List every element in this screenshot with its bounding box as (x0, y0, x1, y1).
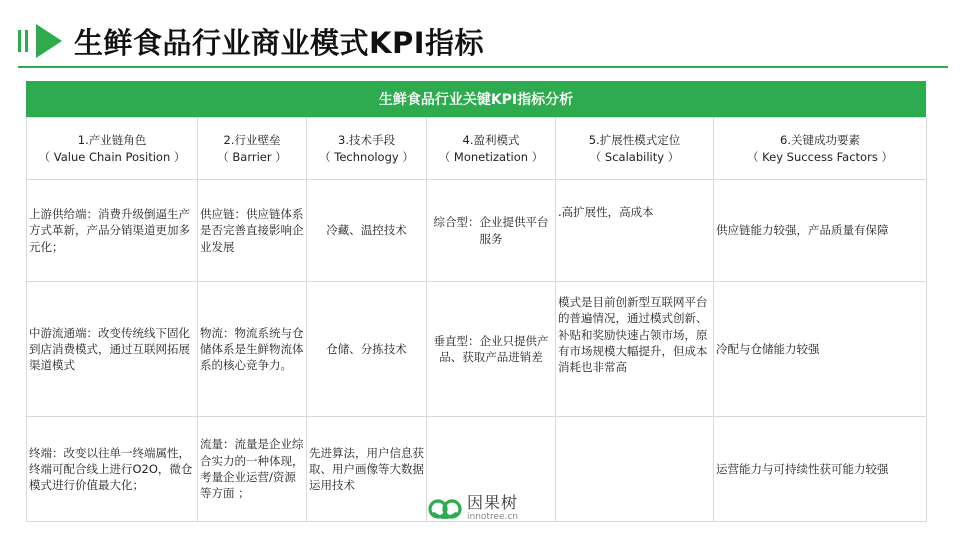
accent-bar (18, 30, 21, 52)
table-cell: 上游供给端：消费升级倒逼生产方式革新，产品分销渠道更加多元化； (27, 180, 198, 282)
column-header: 2.行业壁垒 （ Barrier ） (198, 118, 307, 180)
logo-text (467, 495, 518, 522)
table-cell: 冷配与仓储能力较强 (714, 282, 927, 417)
table-cell: 模式是目前创新型互联网平台的普遍情况，通过模式创新、补贴和奖励快速占领市场，原有市场规模大幅提升，但成本消耗也非常高 (556, 282, 714, 417)
column-header-row (27, 118, 927, 180)
column-header: 1.产业链角色 （ Value Chain Position ） (27, 118, 198, 180)
table-cell: 中游流通端：改变传统线下固化到店消费模式，通过互联网拓展渠道模式 (27, 282, 198, 417)
table-cell: 仓储、分拣技术 (307, 282, 427, 417)
table-header: 生鲜食品行业关键KPI指标分析 (26, 81, 926, 117)
kpi-table-container (26, 81, 926, 522)
table-cell: 供应链：供应链体系是否完善直接影响企业发展 (198, 180, 307, 282)
table-cell: 综合型：企业提供平台服务 (427, 180, 556, 282)
play-triangle-icon (36, 24, 62, 58)
kpi-table (26, 117, 927, 522)
table-cell: 先进算法，用户信息获取、用户画像等大数据运用技术 (307, 417, 427, 522)
table-cell: .高扩展性，高成本 (556, 180, 714, 282)
table-row (27, 282, 927, 417)
column-header: 6.关键成功要素 （ Key Success Factors ） (714, 118, 927, 180)
title-bar (18, 18, 484, 64)
title-accent-icon (18, 24, 62, 58)
table-cell: 运营能力与可持续性获可能力较强 (714, 417, 927, 522)
column-header: 3.技术手段 （ Technology ） (307, 118, 427, 180)
table-cell: 物流：物流系统与仓储体系是生鲜物流体系的核心竞争力。 (198, 282, 307, 417)
logo-domain: innotree.cn (467, 512, 519, 522)
title-divider (18, 66, 948, 68)
table-cell: 供应链能力较强，产品质量有保障 (714, 180, 927, 282)
table-cell: 垂直型：企业只提供产品、获取产品进销差 (427, 282, 556, 417)
page-title: 生鲜食品行业商业模式KPI指标 (74, 25, 485, 60)
footer-logo (427, 495, 518, 522)
table-cell: 终端：改变以往单一终端属性，终端可配合线上进行O2O，微仓模式进行价值最大化； (27, 417, 198, 522)
table-cell: 冷藏、温控技术 (307, 180, 427, 282)
column-header: 5.扩展性模式定位 （ Scalability ） (556, 118, 714, 180)
logo-name: 因果树 (467, 493, 519, 512)
column-header: 4.盈利模式 （ Monetization ） (427, 118, 556, 180)
table-row (27, 180, 927, 282)
table-cell (556, 417, 714, 522)
link-loop-icon (427, 496, 463, 522)
accent-bar (25, 30, 28, 52)
table-cell: 流量：流量是企业综合实力的一种体现，考量企业运营/资源等方面 ； (198, 417, 307, 522)
